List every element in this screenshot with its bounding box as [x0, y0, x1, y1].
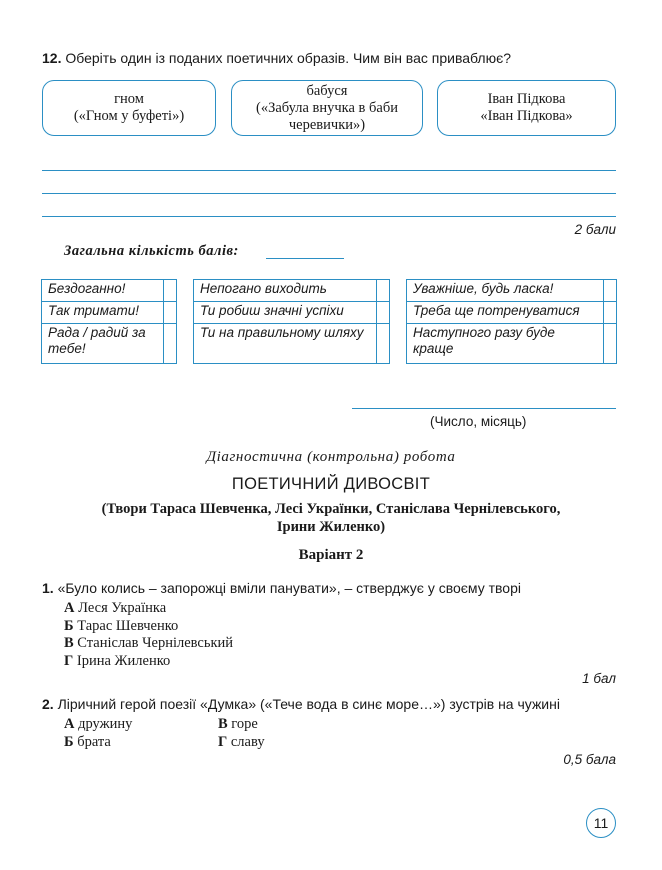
- q2-options-left: [64, 716, 132, 751]
- grade-checkbox[interactable]: [604, 324, 617, 364]
- option-g[interactable]: Г Ірина Жиленко: [64, 652, 171, 669]
- question-text: Ліричний герой поезії «Думка» («Тече вода в синє море…») зустрів на чужині: [57, 696, 560, 712]
- grade-checkbox[interactable]: [377, 324, 390, 364]
- q1-options: [64, 600, 233, 670]
- grade-checkbox[interactable]: [377, 302, 390, 324]
- grade-checkbox[interactable]: [377, 280, 390, 302]
- image-name: гном: [114, 91, 144, 107]
- image-option-grandma: [231, 80, 423, 136]
- grade-label: Бездоганно!: [42, 280, 164, 302]
- image-option-gnome: [42, 80, 216, 136]
- q2-options-right: [218, 716, 265, 751]
- image-source: («Гном у буфеті»): [73, 108, 185, 124]
- q12-score: 2 бали: [574, 222, 616, 237]
- grade-label: Уважніше, будь ласка!: [407, 280, 604, 302]
- question-text: «Було колись – запорожці вміли панувати», – стверджує у своєму творі: [57, 580, 521, 596]
- grade-table-3: [406, 279, 617, 364]
- question-12: [42, 50, 511, 66]
- grade-table-2: [193, 279, 390, 364]
- option-a[interactable]: А Леся Українка: [64, 600, 167, 616]
- q2-score: 0,5 бала: [563, 752, 616, 767]
- grade-checkbox[interactable]: [164, 324, 177, 364]
- grade-label: Рада / радий за тебе!: [42, 324, 164, 364]
- total-score-field[interactable]: [266, 258, 344, 259]
- grade-checkbox[interactable]: [604, 302, 617, 324]
- grade-label: Непогано виходить: [194, 280, 377, 302]
- grade-checkbox[interactable]: [604, 280, 617, 302]
- grade-label: Ти на правильному шляху: [194, 324, 377, 364]
- answer-line[interactable]: [42, 193, 616, 194]
- image-option-ivan-pidkova: [437, 80, 616, 136]
- option-v[interactable]: В Станіслав Чернілевський: [64, 635, 234, 651]
- question-2: [42, 696, 560, 712]
- subtitle-line: (Твори Тараса Шевченка, Лесі Українки, Станіслава Чернілевського,: [101, 501, 561, 517]
- question-number: 2.: [42, 696, 54, 712]
- image-source: («Забула внучка в баби: [256, 99, 398, 116]
- work-type: Діагностична (контрольна) робота: [206, 449, 456, 465]
- image-name: бабуся: [306, 82, 348, 99]
- date-field[interactable]: [352, 408, 616, 409]
- image-source: «Іван Підкова»: [480, 108, 573, 124]
- option-b[interactable]: Б Тарас Шевченко: [64, 617, 179, 634]
- page-title: ПОЕТИЧНИЙ ДИВОСВІТ: [231, 475, 431, 493]
- option-g[interactable]: Г славу: [218, 733, 265, 750]
- grade-checkbox[interactable]: [164, 302, 177, 324]
- grade-table-1: [41, 279, 177, 364]
- grade-label: Наступного разу буде краще: [407, 324, 604, 364]
- grade-checkbox[interactable]: [164, 280, 177, 302]
- image-name: Іван Підкова: [487, 91, 566, 107]
- option-v[interactable]: В горе: [218, 716, 258, 732]
- total-score-label: Загальна кількість балів:: [64, 243, 239, 259]
- image-source-cont: черевички»): [288, 116, 366, 133]
- page-number: 11: [586, 808, 616, 838]
- grade-label: Треба ще потренуватися: [407, 302, 604, 324]
- question-number: 12.: [42, 50, 62, 66]
- question-text: Оберіть один із поданих поетичних образів. Чим він вас приваблює?: [65, 50, 512, 66]
- date-caption: (Число, місяць): [430, 414, 527, 429]
- question-number: 1.: [42, 580, 54, 596]
- option-a[interactable]: А дружину: [64, 716, 133, 732]
- question-1: [42, 580, 521, 596]
- q1-score: 1 бал: [582, 671, 616, 686]
- subtitle-line: Ірини Жиленко): [276, 519, 386, 535]
- answer-line[interactable]: [42, 170, 616, 171]
- grade-label: Так тримати!: [42, 302, 164, 324]
- option-b[interactable]: Б брата: [64, 733, 111, 750]
- grade-label: Ти робиш значні успіхи: [194, 302, 377, 324]
- subtitle: [0, 500, 662, 536]
- answer-line[interactable]: [42, 216, 616, 217]
- variant: Варіант 2: [298, 547, 364, 563]
